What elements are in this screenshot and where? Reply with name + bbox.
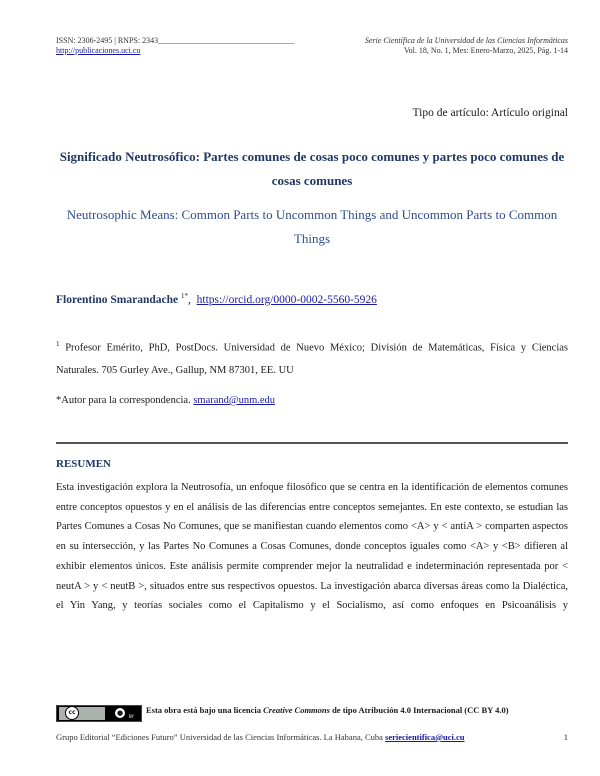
- cc-license-badge[interactable]: [56, 705, 142, 722]
- abstract-heading: RESUMEN: [56, 458, 112, 470]
- header-journal-name: Serie Científica de la Universidad de las Ciencias Informáticas: [364, 36, 568, 45]
- affiliation-superscript: 1: [56, 340, 60, 348]
- attribution-person-icon: ●: [114, 707, 126, 719]
- affiliation: [56, 333, 568, 382]
- page-number: 1: [563, 732, 568, 742]
- author-line: Florentino Smarandache $^{1*}$, https://orcid.org/0000-0002-5560-5926: [56, 292, 377, 306]
- header-url-link[interactable]: http://publicaciones.uci.cu: [56, 46, 141, 55]
- author-superscript: 1*: [181, 292, 189, 300]
- license-text: Esta obra está bajo una licencia Creative Commons de tipo Atribución 4.0 Internacional (CC BY 4.0): [146, 705, 509, 715]
- footer-text: Grupo Editorial “Ediciones Futuro” Universidad de las Ciencias Informáticas. La Habana, Cuba seriecientifica@uci.cu: [56, 732, 465, 742]
- header-issn: ISSN: 2306-2495 | RNPS: 2343__________________________________: [56, 36, 295, 45]
- section-divider: [56, 442, 568, 444]
- correspondence-label: *Autor para la correspondencia.: [56, 395, 191, 406]
- article-type: Tipo de artículo: Artículo original: [412, 107, 568, 119]
- affiliation-text: Profesor Emérito, PhD, PostDocs. Universidad de Nuevo México; División de Matemáticas, Física y Ciencias Naturales. 705 Gurley Ave., Gallup, NM 87301, EE. UU: [56, 342, 568, 376]
- author-name: Florentino Smarandache: [56, 293, 179, 306]
- title-spanish: Significado Neutrosófico: Partes comunes de cosas poco comunes y partes poco comunes de cosas comunes: [59, 149, 565, 188]
- cc-logo-icon: cc: [65, 706, 79, 720]
- header-volume: Vol. 18, No. 1, Mes: Enero-Marzo, 2025, Pág. 1-14: [403, 46, 568, 55]
- title-english: Neutrosophic Means: Common Parts to Uncommon Things and Uncommon Parts to Common Things: [66, 207, 558, 246]
- abstract-text: Esta investigación explora la Neutrosofía, un enfoque filosófico que se centra en la identificación de elementos comunes entre conceptos opuestos y en el análisis de las diferencias entre conceptos semejantes. En este contexto, se estudian las Partes Comunes a Cosas No Comunes, que se manifiestan cuando elementos como <A> y < antiA > comparten aspectos en su intersección, y las Partes No Comunes a Cosas Comunes, donde conceptos iguales como <A> y <B> difieren al exhibir elementos únicos. Este análisis permite comprender mejor la neutralidad e indeterminación representada por < neutA > y < neutB >, situados entre sus respectivos opuestos. La investigación abarca diversas áreas como la Dialéctica, el Yin Yang, y teorías sociales como el Capitalismo y el Socialismo, así como enfoques en Psicoanálisis y: [56, 482, 568, 612]
- cc-by-label: BY: [129, 714, 134, 719]
- correspondence: [56, 395, 275, 406]
- orcid-link[interactable]: https://orcid.org/0000-0002-5560-5926: [196, 293, 377, 306]
- correspondence-email-link[interactable]: smarand@unm.edu: [193, 395, 276, 406]
- footer-email-link[interactable]: seriecientifica@uci.cu: [385, 732, 465, 742]
- license-name: Creative Commons: [263, 705, 330, 715]
